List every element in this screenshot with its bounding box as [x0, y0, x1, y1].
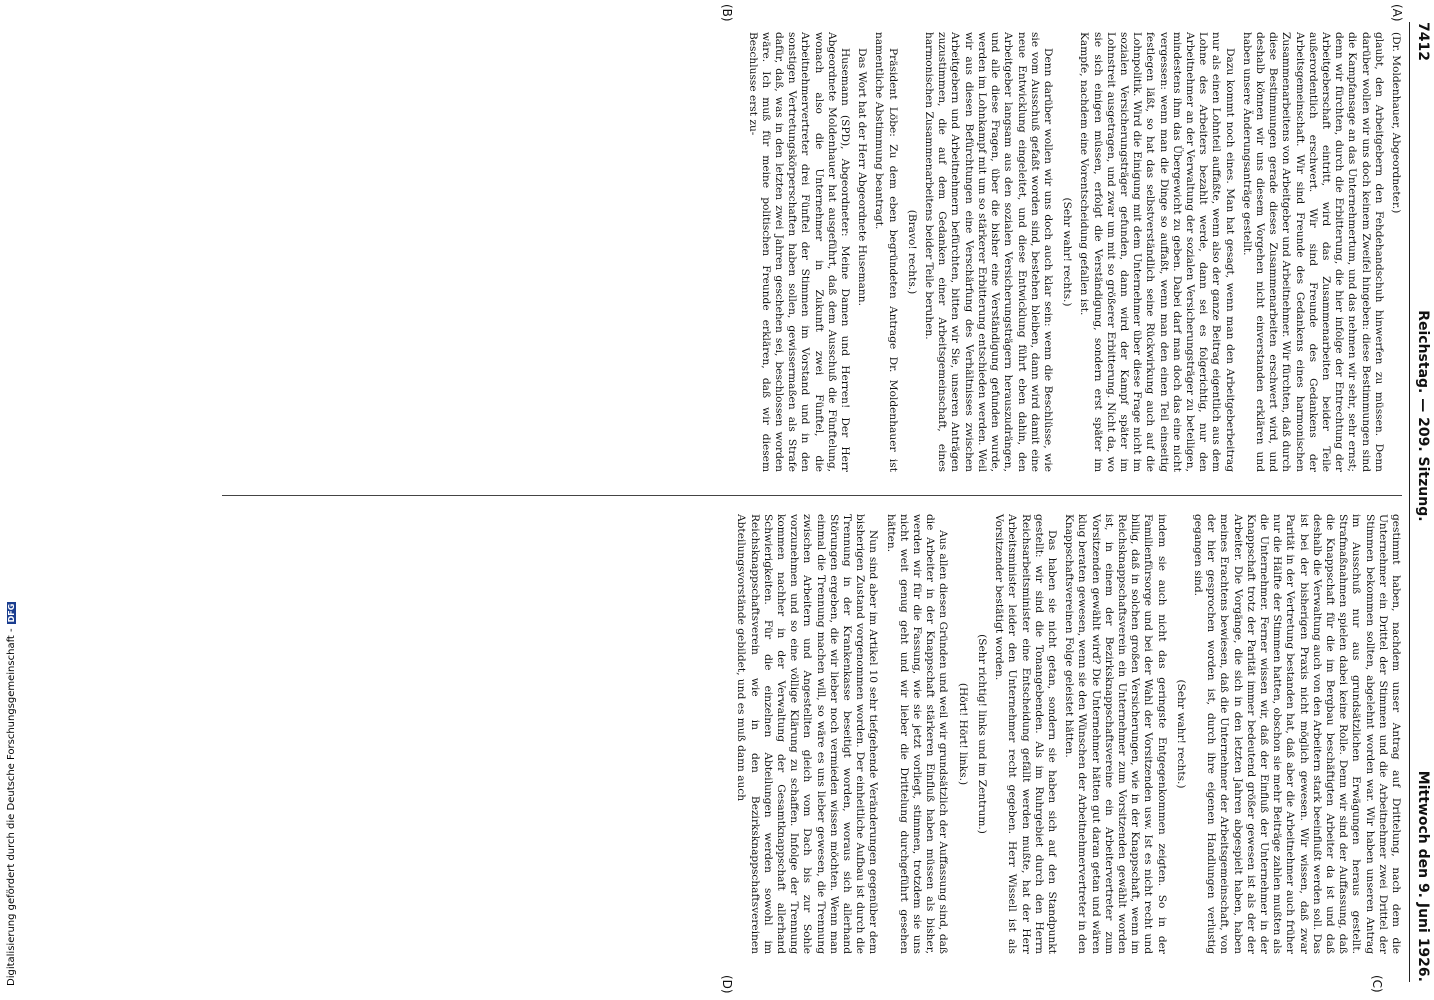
- paragraph: Denn darüber wollen wir uns doch auch klar sein: wenn die Beschlüsse, wie sie vom Ausschuß gefaßt worden sind, bestehen bleiben, dann wird damit eine neue Entwicklung eingeleitet, und diese Entwicklung führt eben dahin, den Arbeitgeber langsam aus den sozialen Versicherungsträgern herauszudrängen, und alle diese Fragen, über die bisher eine Verständigung gefunden wurde, werden im Lohnkampf mit um so stärkerer Erbitterung entschieden werden. Weil wir aus diesen Befürchtungen eine Verschärfung des Verhältnisses zwischen Arbeitgebern und Arbeitnehmern befürchten, bitten wir Sie, unseren Anträgen zuzustimmen, die auf dem Gedanken einer Arbeitsgemeinschaft, eines harmonischen Zusammenarbeitens beider Teile beruhen.: [923, 32, 1054, 472]
- session-title: Reichstag. — 209. Sitzung.: [1415, 310, 1431, 522]
- scanned-page: [100, 0, 1434, 1000]
- running-header: [1412, 22, 1434, 982]
- paragraph: glaubt, den Arbeitgebern den Fehdehandschuh hinwerfen zu müssen. Denn darüber wollen wir uns doch keinem Zweifel hingeben: diese Bestimmungen sind die Kampfansage an das Unternehmertum, und das nehmen wir sehr, sehr ernst; denn wir fürchten, durch die Erbitterung, die hier infolge der Entrechtung der Arbeitgeberschaft eintritt, wird das Zusammenarbeiten beider Teile außerordentlich erschwert. Wir sind Freunde des Gedankens der Arbeitsgemeinschaft. Wir sind Freunde des Gedankens eines harmonischen Zusammenarbeitens von Arbeitgeber und Arbeitnehmer. Wir fürchten, daß durch diese Bestimmungen gerade dieses Zusammenarbeiten erschwert wird, und deshalb können wir uns diesem Vorgehen nicht einverstanden erklären und haben unsere Änderungsanträge gestellt.: [1240, 32, 1385, 472]
- column-divider: [222, 495, 1402, 496]
- session-date: Mittwoch den 9. Juni 1926.: [1415, 770, 1431, 982]
- paragraph: Husemann (SPD), Abgeordneter: Meine Damen und Herren! Der Herr Abgeordnete Moldenhauer hat ausgeführt, daß dem Ausschuß die Fünftelung, wonach also die Unternehmer in Zukunft zwei Fünftel, die Arbeitnehmervertreter drei Fünftel der Stimmen im Vorstand und in den sonstigen Vertretungskörperschaften haben sollen, gewissermaßen als Strafe dafür, daß, was in den letzten zwei Jahren geschehen sei, beschlossen worden wäre. Ich muß für meine politischen Freunde erklären, daß wir diesem Beschlusse erst zu-: [746, 32, 852, 472]
- header-rule: [1409, 22, 1410, 982]
- page-number: 7412: [1415, 22, 1431, 61]
- interjection: (Sehr richtig! links und im Zentrum.): [975, 634, 988, 834]
- paragraph: Das haben sie nicht getan, sondern sie haben sich auf den Standpunkt gestellt: wir sind die Tonangebenden. Als im Ruhrgebiet durch den Herrn Reichsarbeitsminister eine Entscheidung gefällt werden mußte, hat der Herr Arbeitsminister leider den Unternehmer recht gegeben. Herr Wissell ist als Vorsitzender bestätigt worden.: [993, 514, 1058, 954]
- rotated-page-content: [194, 0, 1434, 1000]
- margin-letter-a: (A): [1390, 4, 1404, 22]
- paragraph: Nun sind aber im Artikel 10 sehr tiefgehende Veränderungen gegenüber dem bisherigen Zustand vorgenommen worden. Der einheitliche Aufbau ist durch die Trennung in der Krankenkasse beseitigt worden, woraus sich allerhand Störungen ergeben, die wir lieber noch vermieden wissen möchten. Wenn man einmal die Trennung machen will, so wäre es uns lieber gewesen, die Trennung zwischen Arbeitern und Angestellten gleich vom Dach bis zur Sohle vorzunehmen und so eine völlige Klärung zu schaffen. Infolge der Trennung kommen nachher in der Verwaltung der Gesamtknappschaft allerhand Schwierigkeiten. Für die einzelnen Abteilungen werden sowohl im Reichsknappschaftsverein wie in den Bezirksknappschaftsvereinen Abteilungsvorstände gebildet, und es muß dann auch: [735, 514, 880, 954]
- paragraph: Das Wort hat der Herr Abgeordnete Husemann.: [856, 48, 869, 306]
- paragraph: indem sie auch nicht das geringste Entgegenkommen zeigten. So in der Familienfürsorge und bei der Wahl der Vorsitzenden usw. Ist es nicht recht und billig, daß in solchen großen Versicherungen, wie in der Knappschaft, wenn im Reichsknappschaftsverein ein Unternehmer zum Vorsitzenden gewählt worden ist, in einem der Bezirksknappschaftsvereine ein Arbeitervertreter zum Vorsitzenden gewählt wird? Die Unternehmer hätten gut daran getan und wären klug beraten gewesen, wenn sie den Wünschen der Arbeitnehmervertreter in den Knappschaftsvereinen Folge geleistet hätten.: [1063, 514, 1168, 954]
- paragraph: Dazu kommt noch eines. Man hat gesagt, wenn man den Arbeitgeberbeitrag nur als einen Lohnteil auffaßte, wenn also der ganze Beitrag eigentlich aus dem Lohne des Arbeiters bezahlt werde, dann sei es folgerichtig, nur den Arbeitnehmer an der Verwaltung der sozialen Versicherungsträger zu beteiligen, mindestens ihm das Übergewicht zu geben. Dabei darf man doch das eine nicht vergessen: wenn man die Dinge so auffaßt, wenn man den einen Teil einseitig festlegen läßt, so hat das selbstverständlich seine Rückwirkung auch auf die Lohnpolitik. Wird die Einigung mit dem Unternehmer über diese Frage nicht im sozialen Versicherungsträger gefunden, dann wird der Kampf später im Lohnstreit ausgetragen, und zwar um mit so größerer Erbitterung. Nicht da, wo sie sich einigen müssen, erfolgt die Verständigung, sondern erst später im Kampfe, nachdem eine Vorentscheidung gefallen ist.: [1078, 32, 1236, 472]
- paragraph: Präsident Löbe: Zu dem eben begründeten Antrage Dr. Moldenhauer ist namentliche Abstimmung beantragt.: [873, 32, 899, 472]
- interjection: (Sehr wahr! rechts.): [1061, 197, 1074, 307]
- interjection: (Sehr wahr! rechts.): [1174, 679, 1187, 789]
- interjection: (Bravo! rechts.): [905, 209, 918, 295]
- margin-letter-d: (D): [720, 975, 734, 994]
- margin-letter-b: (B): [720, 4, 734, 22]
- paragraph: gestimmt haben, nachdem unser Antrag auf Drittelung, nach dem die Unternehmer ein Drittel der Stimmen und die Arbeitnehmer zwei Drittel der Stimmen bekommen sollten, abgelehnt worden war. Wir haben unseren Antrag im Ausschuß nur aus grundsätzlichen Erwägungen heraus gestellt. Strafmaßnahmen spielen dabei keine Rolle. Denn wir sind der Auffassung, daß die Knappschaft für die im Bergbau beschäftigten Arbeiter da ist und daß deshalb die Verwaltung auch von den Arbeitern stark beeinflußt werden soll. Das ist bei der bisherigen Praxis nicht möglich gewesen. Wir wissen, daß zwar Parität in der Vertretung bestanden hat, daß aber die Arbeitnehmer auch früher nur die Hälfte der Stimmen hatten, obschon sie mehr Beiträge zahlen mußten als die Unternehmer. Ferner wissen wir, daß der Einfluß der Unternehmer in der Knappschaft trotz der Parität immer bedeutend größer gewesen ist als der der Arbeiter. Die Vorgänge, die sich in den letzten Jahren abgespielt haben, haben meines Erachtens bewiesen, daß die Unternehmer der Arbeitsgemeinschaft, von der hier gesprochen worden ist, durch ihre eigenen Handlungen verlustig gegangen sind.: [1191, 514, 1402, 954]
- paragraph: Aus allen diesen Gründen und weil wir grundsätzlich der Auffassung sind, daß die Arbeiter in der Knappschaft stärkeren Einfluß haben müssen als bisher, werden wir für die Fassung, wie sie jetzt vorliegt, stimmen, trotzdem sie uns nicht weit genug geht und wir lieber die Drittelung durchgeführt gesehen hätten.: [884, 514, 950, 954]
- speaker-continuation: (Dr. Moldenhauer, Abgeordneter.): [1390, 32, 1402, 214]
- left-column: [741, 32, 1402, 472]
- right-column: [730, 514, 1402, 954]
- interjection: (Hört! Hört! links.): [956, 682, 969, 786]
- funding-note: [4, 10, 18, 986]
- dfg-logo: DFG: [6, 603, 16, 623]
- funding-text: Digitalisierung gefördert durch die Deutsche Forschungsgemeinschaft -: [5, 628, 17, 986]
- margin-letter-c: (C): [1370, 975, 1384, 993]
